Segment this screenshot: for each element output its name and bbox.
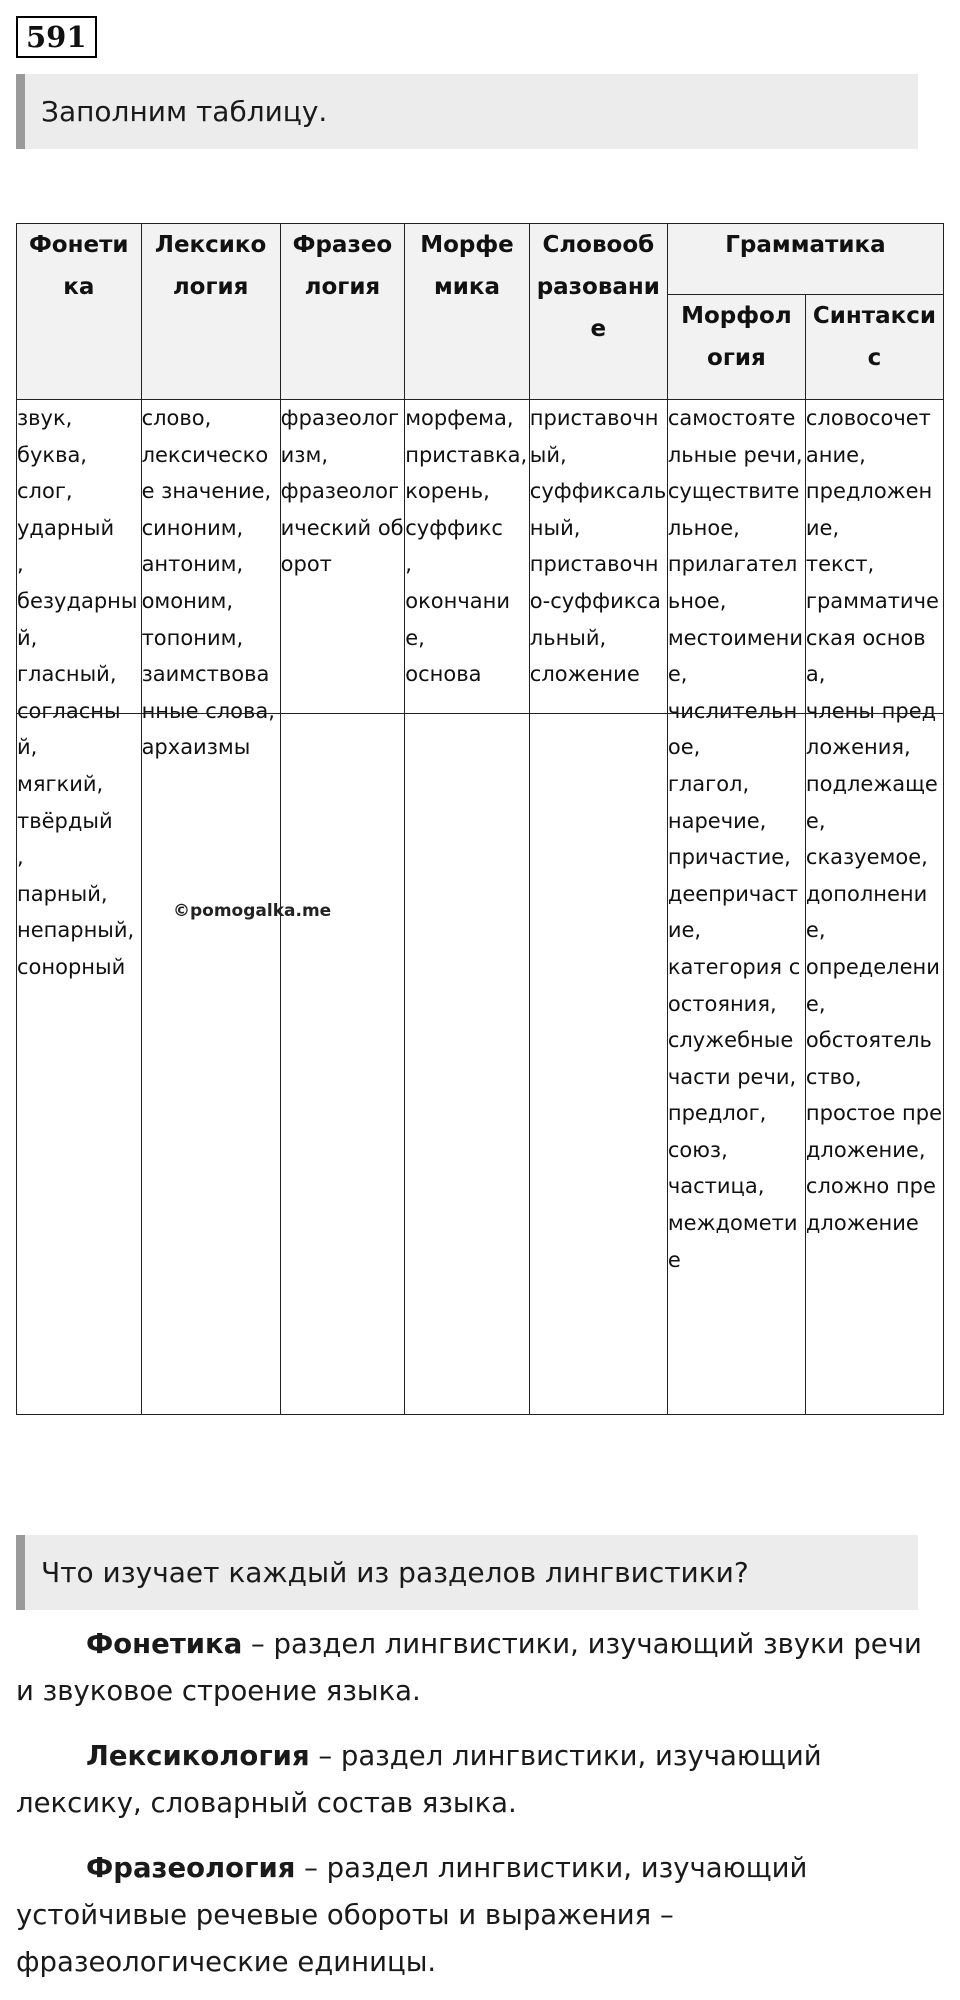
cell-term: подлежащее, — [805, 771, 938, 833]
definition-term: Лексикология — [86, 1740, 310, 1772]
cell-term: самостоятельные речи, — [667, 406, 803, 467]
cell-term: сонорный — [17, 954, 126, 979]
cell-term: дополнение, — [805, 881, 928, 943]
cell-term: , — [17, 552, 24, 577]
cell-term: лексическое значение, — [141, 442, 272, 504]
cell-term: парный, — [17, 881, 108, 906]
cell-syntax — [805, 400, 943, 1415]
cell-term: основа — [405, 662, 482, 687]
cell-term: синоним, — [141, 515, 244, 540]
cell-term: текст, — [805, 552, 875, 577]
header-morphemics: Морфемика — [405, 224, 530, 400]
cell-term: окончание, — [405, 588, 510, 650]
cell-morphology — [667, 400, 805, 1415]
cell-term: согласный, — [17, 698, 121, 760]
table-page-break-line — [16, 713, 944, 714]
banner-fill-table: Заполним таблицу. — [16, 74, 918, 149]
cell-term: приставочный, — [529, 406, 659, 467]
cell-term: определение, — [805, 954, 940, 1016]
cell-term: простое предложение, — [805, 1101, 943, 1162]
cell-term: непарный, — [17, 918, 135, 943]
cell-term: причастие, — [667, 845, 791, 870]
cell-term: междометие — [667, 1211, 798, 1272]
header-grammar: Грамматика — [667, 224, 943, 295]
cell-term: сложение — [529, 662, 640, 687]
cell-term: ударный — [17, 515, 115, 540]
header-morphology: Морфология — [667, 295, 805, 400]
cell-term: прилагательное, — [667, 552, 798, 613]
cell-term: служебные части речи, — [667, 1028, 797, 1089]
cell-term: предложение, — [805, 479, 933, 540]
header-word-formation: Словообразование — [529, 224, 667, 400]
cell-term: сложно предложение — [805, 1174, 936, 1236]
cell-word-formation — [529, 400, 667, 1415]
cell-term: слово, — [141, 406, 212, 430]
cell-morphemics — [405, 400, 530, 1415]
cell-term: числительное, — [667, 698, 798, 760]
cell-term: звук, — [17, 406, 73, 430]
cell-term: приставка, — [405, 442, 528, 467]
definition-phraseology — [16, 1845, 936, 1986]
cell-term: категория состояния, — [667, 954, 801, 1016]
cell-term: , — [405, 552, 412, 577]
header-phonetics: Фонетика — [17, 224, 142, 400]
cell-term: члены предложения, — [805, 698, 937, 760]
cell-term: деепричастие, — [667, 881, 798, 943]
cell-term: словосочетание, — [805, 406, 931, 467]
cell-term: безударный, — [17, 588, 138, 650]
definition-phonetics — [16, 1621, 936, 1715]
definition-text: – раздел лингвистики, изучающий звуки речи и звуковое строение языка. — [16, 1628, 922, 1707]
cell-term: сказуемое, — [805, 845, 928, 870]
definition-term: Фонетика — [86, 1628, 243, 1660]
cell-term: корень, — [405, 479, 490, 504]
definition-text: – раздел лингвистики, изучающий устойчивые речевые обороты и выражения – фразеологические единицы. — [16, 1852, 808, 1978]
cell-term: наречие, — [667, 808, 767, 833]
definition-lexicology — [16, 1733, 936, 1827]
cell-term: буква, — [17, 442, 87, 467]
definition-term: Фразеология — [86, 1852, 296, 1884]
cell-term: суффикс — [405, 515, 503, 540]
cell-term: суффиксальный, — [529, 479, 667, 540]
linguistics-table — [16, 223, 944, 1415]
cell-term: морфема, — [405, 406, 514, 430]
cell-term: обстоятельство, — [805, 1028, 932, 1089]
cell-term: существительное, — [667, 479, 800, 540]
banner-question: Что изучает каждый из разделов лингвистики? — [16, 1535, 918, 1610]
cell-term: твёрдый — [17, 808, 113, 833]
definition-text: – раздел лингвистики, изучающий лексику, словарный состав языка. — [16, 1740, 822, 1819]
exercise-number: 591 — [16, 16, 97, 58]
cell-phonetics — [17, 400, 142, 1415]
cell-term: антоним, — [141, 552, 244, 577]
cell-term: глагол, — [667, 771, 750, 796]
cell-term: грамматическая основа, — [805, 588, 939, 687]
cell-term: фразеологизм, — [280, 406, 400, 467]
cell-term: слог, — [17, 479, 73, 504]
cell-term: мягкий, — [17, 771, 104, 796]
header-lexicology: Лексикология — [141, 224, 280, 400]
cell-term: , — [17, 845, 24, 870]
watermark: ©pomogalka.me — [173, 901, 332, 921]
header-phraseology: Фразеология — [280, 224, 405, 400]
cell-term: предлог, — [667, 1101, 767, 1126]
header-syntax: Синтаксис — [805, 295, 943, 400]
cell-term: союз, — [667, 1137, 728, 1162]
cell-term: фразеологический оборот — [280, 479, 404, 577]
cell-term: архаизмы — [141, 735, 251, 760]
cell-term: омоним, — [141, 588, 233, 613]
cell-term: гласный, — [17, 662, 117, 687]
cell-term: заимствованные слова, — [141, 662, 275, 723]
cell-term: частица, — [667, 1174, 765, 1199]
cell-term: приставочно-суффиксальный, — [529, 552, 661, 650]
cell-term: топоним, — [141, 625, 244, 650]
cell-term: местоимение, — [667, 625, 804, 687]
